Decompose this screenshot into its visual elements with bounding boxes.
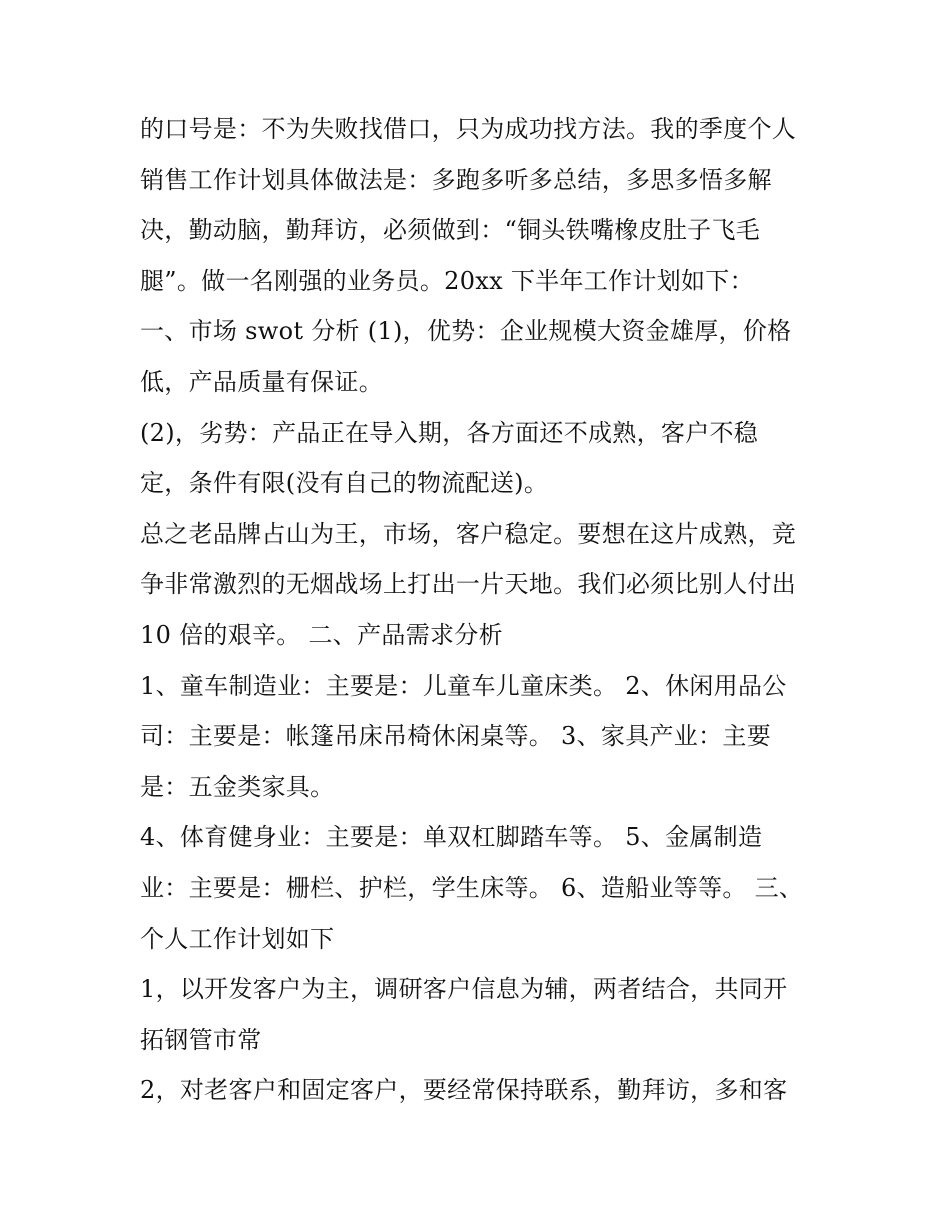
text-line: 10 倍的艰辛。 二、产品需求分析	[140, 620, 503, 649]
text-line: (2)，劣势：产品正在导入期，各方面还不成熟，客户不稳	[140, 418, 759, 447]
text-line: 业：主要是：栅栏、护栏，学生床等。 6、造船业等等。 三、	[140, 873, 804, 902]
text-line: 2，对老客户和固定客户，要经常保持联系，勤拜访，多和客	[140, 1076, 788, 1105]
text-line: 是：五金类家具。	[140, 772, 335, 801]
text-line: 拓钢管市常	[140, 1025, 262, 1054]
text-line: 1，以开发客户为主，调研客户信息为辅，两者结合，共同开	[140, 975, 788, 1004]
text-line: 1、童车制造业：主要是：儿童车儿童床类。 2、休闲用品公	[140, 671, 787, 700]
text-line: 定，条件有限(没有自己的物流配送)。	[140, 469, 549, 498]
text-line: 个人工作计划如下	[140, 924, 335, 953]
text-line: 4、体育健身业：主要是：单双杠脚踏车等。 5、金属制造	[140, 823, 763, 852]
document-body	[140, 104, 830, 1116]
text-line: 总之老品牌占山为王，市场，客户稳定。要想在这片成熟，竞	[140, 519, 797, 548]
text-line: 司：主要是：帐篷吊床吊椅休闲桌等。 3、家具产业：主要	[140, 722, 771, 751]
text-line: 低，产品质量有保证。	[140, 367, 383, 396]
text-line: 决，勤动脑，勤拜访，必须做到：“铜头铁嘴橡皮肚子飞毛	[140, 216, 761, 245]
text-line: 争非常激烈的无烟战场上打出一片天地。我们必须比别人付出	[140, 570, 797, 599]
text-line: 销售工作计划具体做法是：多跑多听多总结，多思多悟多解	[140, 165, 772, 194]
text-line: 的口号是：不为失败找借口，只为成功找方法。我的季度个人	[140, 115, 797, 143]
text-line: 一、市场 swot 分析 (1)，优势：企业规模大资金雄厚，价格	[140, 317, 792, 346]
text-line: 腿”。做一名刚强的业务员。20xx 下半年工作计划如下：	[140, 266, 754, 295]
